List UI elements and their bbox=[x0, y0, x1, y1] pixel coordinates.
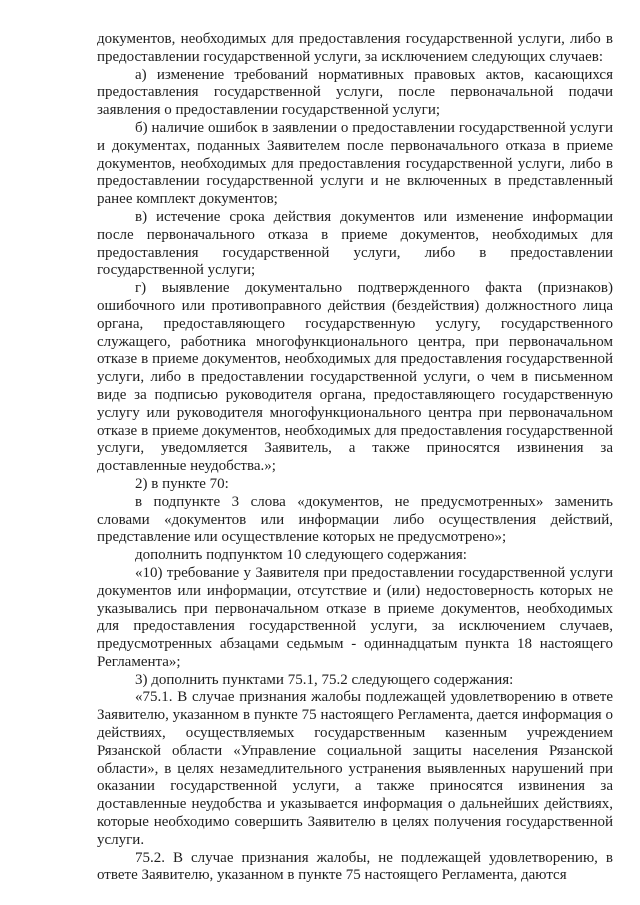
paragraph: 2) в пункте 70: bbox=[135, 475, 229, 492]
paragraph: г) выявление документально подтвержденного факта (признаков) ошибочного или противоправного действия (бездействия) должностного лица органа, предоставляющего государственную услугу, государственного служащего, работника многофункционального центра, при первоначальном отказе в приеме документов, необходимых для предоставления государственной услуги, либо в предоставлении государственной услуги, о чем в письменном виде за подписью руководителя органа, предоставляющего государственную услугу или руководителя многофункционального центра при первоначальном отказе в приеме документов, необходимых для предоставления государственной услуги, уведомляется Заявитель, а также приносятся извинения за доставленные неудобства.»; bbox=[97, 280, 613, 475]
paragraph: а) изменение требований нормативных правовых актов, касающихся предоставления государственной услуги, после первоначальной подачи заявления о предоставлении государственной услуги; bbox=[97, 66, 613, 119]
paragraph: 3) дополнить пунктами 75.1, 75.2 следующего содержания: bbox=[135, 671, 514, 688]
paragraph: б) наличие ошибок в заявлении о предоставлении государственной услуги и документах, поданных Заявителем после первоначального отказа в приеме документов, необходимых для предоставления государственной услуги, либо в предоставлении государственной услуги и не включенных в представленный ранее комплект документов; bbox=[97, 119, 613, 208]
paragraph: документов, необходимых для предоставления государственной услуги, либо в предоставлении государственной услуги, за исключением следующих случаев: bbox=[97, 31, 613, 65]
paragraph: в подпункте 3 слова «документов, не предусмотренных» заменить словами «документов или информации либо осуществления действий, представление или осуществление которых не предусмотрено»; bbox=[97, 493, 613, 546]
paragraph: в) истечение срока действия документов или изменение информации после первоначального отказа в приеме документов, необходимых для предоставления государственной услуги, либо в предоставлении государственной услуги; bbox=[97, 208, 613, 279]
paragraph: «75.1. В случае признания жалобы подлежащей удовлетворению в ответе Заявителю, указанном в пункте 75 настоящего Регламента, дается информация о действиях, осуществляемых государственным казенным учреждением Рязанской области «Управление социальной защиты населения Рязанской области», в целях незамедлительного устранения выявленных нарушений при оказании государственной услуги, а также приносятся извинения за доставленные неудобства и указывается информация о дальнейших действиях, которые необходимо совершить Заявителю в целях получения государственной услуги. bbox=[97, 689, 613, 848]
paragraph: 75.2. В случае признания жалобы, не подлежащей удовлетворению, в ответе Заявителю, указанном в пункте 75 настоящего Регламента, даются bbox=[97, 849, 613, 884]
paragraph: «10) требование у Заявителя при предоставлении государственной услуги документов или информации, отсутствие и (или) недостоверность которых не указывались при первоначальном отказе в приеме документов, необходимых для предоставления государственной услуги, за исключением случаев, предусмотренных абзацами седьмым - одиннадцатым пункта 18 настоящего Регламента»; bbox=[97, 564, 613, 670]
document-body bbox=[97, 31, 613, 885]
paragraph: дополнить подпунктом 10 следующего содержания: bbox=[135, 547, 467, 564]
